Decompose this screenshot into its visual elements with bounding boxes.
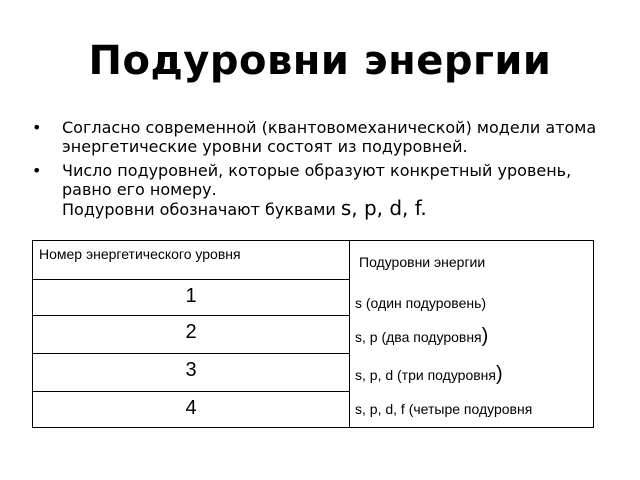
level-number: 4 (185, 397, 197, 419)
bullet-icon: • (32, 161, 42, 180)
header-sublevels: Подуровни энергии (359, 254, 486, 270)
sublevel-paren: ) (495, 363, 503, 385)
sublevel-text (355, 363, 503, 386)
page-title: Подуровни энергии (88, 38, 552, 84)
sublevel-paren: ) (481, 325, 489, 347)
note-letters: s, p, d, f. (340, 196, 427, 220)
bullet-item (32, 161, 612, 219)
row-divider (33, 279, 349, 280)
bullet-icon: • (32, 118, 42, 137)
sublevel-label: s, p (два подуровня (355, 329, 482, 345)
sublevel-text (355, 291, 486, 314)
bullet-item (32, 118, 612, 156)
note-text: Подуровни обозначают буквами (62, 200, 341, 219)
sublevel-text (355, 325, 488, 348)
level-number: 3 (185, 359, 197, 381)
column-divider (349, 241, 350, 427)
sublevel-label: s, p, d, f (четыре подуровня (355, 401, 533, 417)
row-divider (33, 353, 349, 354)
sublevels-table (32, 240, 594, 428)
sublevel-label: s, p, d (три подуровня (355, 367, 496, 383)
bullet-text: Число подуровней, которые образуют конкретный уровень, равно его номеру. (62, 161, 572, 199)
header-level: Номер энергетического уровня (39, 246, 241, 262)
sublevel-text (355, 397, 532, 420)
level-number: 2 (185, 321, 197, 343)
row-divider (33, 391, 349, 392)
level-number: 1 (185, 285, 197, 307)
bullet-text: Согласно современной (квантовомеханической) модели атома энергетические уровни состоят из подуровней. (62, 118, 597, 156)
sublevel-label: s (один подуровень) (355, 295, 487, 311)
bullet-list (32, 118, 612, 224)
row-divider (33, 315, 349, 316)
